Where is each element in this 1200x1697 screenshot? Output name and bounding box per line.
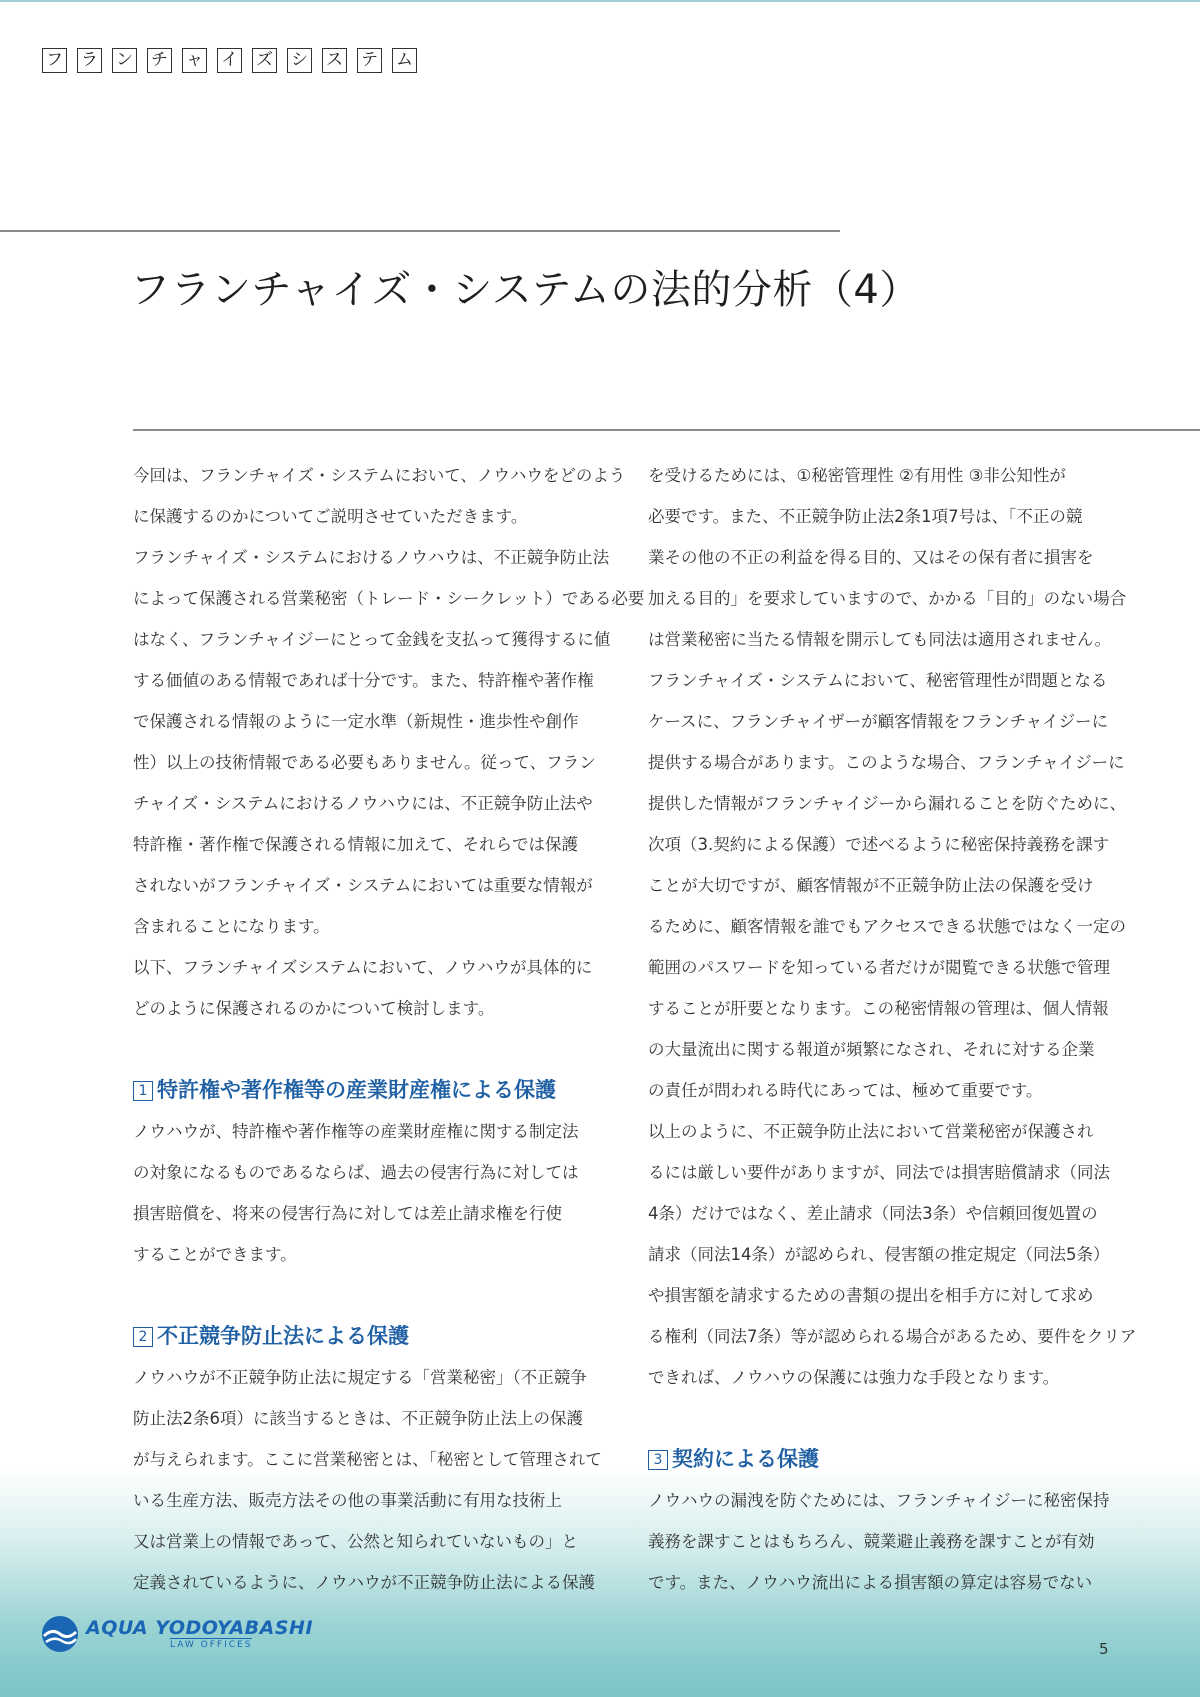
body-text-line: 業その他の不正の利益を得る目的、又はその保有者に損害を (648, 548, 1094, 567)
paragraph-spacer (648, 1398, 1118, 1439)
body-text-line: 請求（同法14条）が認められ、侵害額の推定規定（同法5条） (648, 1245, 1110, 1264)
body-text-line: どのように保護されるのかについて検討します。 (133, 999, 495, 1018)
body-text-line: 防止法2条6項）に該当するときは、不正競争防止法上の保護 (133, 1409, 583, 1428)
body-text-line: る権利（同法7条）等が認められる場合があるため、要件をクリア (648, 1327, 1137, 1346)
body-text-line: は営業秘密に当たる情報を開示しても同法は適用されません。 (648, 630, 1111, 649)
section-3-heading (648, 1439, 1118, 1480)
section-3-number: 3 (648, 1450, 668, 1470)
section-label-char: ス (322, 48, 347, 73)
paragraph-spacer (133, 1275, 603, 1316)
paragraph-spacer (133, 1029, 603, 1070)
section-label-char: シ (287, 48, 312, 73)
body-text-line: フランチャイズ・システムにおいて、秘密管理性が問題となる (648, 671, 1108, 690)
body-text-line: はなく、フランチャイジーにとって金銭を支払って獲得するに値 (133, 630, 611, 649)
section-1-number: 1 (133, 1081, 153, 1101)
body-text-line: 提供する場合があります。このような場合、フランチャイジーに (648, 753, 1125, 772)
section-label-char: ズ (252, 48, 277, 73)
body-text-line: ケースに、フランチャイザーが顧客情報をフランチャイジーに (648, 712, 1109, 731)
body-text-line: 範囲のパスワードを知っている者だけが閲覧できる状態で管理 (648, 958, 1110, 977)
body-text-line: いる生産方法、販売方法その他の事業活動に有用な技術上 (133, 1491, 562, 1510)
body-text-line: の責任が問われる時代にあっては、極めて重要です。 (648, 1081, 1043, 1100)
body-text-line: 4条）だけではなく、差止請求（同法3条）や信頼回復処置の (648, 1204, 1098, 1223)
body-text-line: チャイズ・システムにおけるノウハウには、不正競争防止法や (133, 794, 593, 813)
body-text-line: 損害賠償を、将来の侵害行為に対しては差止請求権を行使 (133, 1204, 562, 1223)
section-label-char: チ (147, 48, 172, 73)
section-label-char: ン (112, 48, 137, 73)
body-text-line: によって保護される営業秘密（トレード・シークレット）である必要 (133, 589, 645, 608)
body-divider (133, 429, 1200, 431)
wave-logo-icon (40, 1614, 80, 1654)
body-text-line: ノウハウが不正競争防止法に規定する「営業秘密」（不正競争 (133, 1368, 587, 1387)
body-text-line: する価値のある情報であれば十分です。また、特許権や著作権 (133, 671, 594, 690)
logo-subtitle: LAW OFFICES (170, 1639, 253, 1650)
body-text-line: ことが大切ですが、顧客情報が不正競争防止法の保護を受け (648, 876, 1094, 895)
section-2-heading-text: 不正競争防止法による保護 (157, 1324, 409, 1348)
body-text-line: るには厳しい要件がありますが、同法では損害賠償請求（同法 (648, 1163, 1110, 1182)
title-divider (0, 230, 840, 232)
body-text-line: 又は営業上の情報であって、公然と知られていないもの」と (133, 1532, 579, 1551)
top-accent-rule (0, 0, 1200, 2)
body-text-line: 性）以上の技術情報である必要もありません。従って、フラン (133, 753, 596, 772)
section-2-number: 2 (133, 1327, 153, 1347)
body-text-line: 必要です。また、不正競争防止法2条1項7号は、「不正の競 (648, 507, 1083, 526)
body-text-line: 含まれることになります。 (133, 917, 330, 936)
right-column (648, 455, 1137, 1603)
body-text-line: るために、顧客情報を誰でもアクセスできる状態ではなく一定の (648, 917, 1127, 936)
logo-name: AQUA YODOYABASHI (86, 1616, 314, 1639)
body-text-line: が与えられます。ここに営業秘密とは、「秘密として管理されて (133, 1450, 602, 1469)
section-label-char: ャ (182, 48, 207, 73)
section-label-char: イ (217, 48, 242, 73)
body-text-line: の大量流出に関する報道が頻繁になされ、それに対する企業 (648, 1040, 1095, 1059)
body-text-line: で保護される情報のように一定水準（新規性・進歩性や創作 (133, 712, 579, 731)
body-text-line: ノウハウが、特許権や著作権等の産業財産権に関する制定法 (133, 1122, 579, 1141)
body-text-line: 加える目的」を要求していますので、かかる「目的」のない場合 (648, 589, 1127, 608)
body-text-line: 今回は、フランチャイズ・システムにおいて、ノウハウをどのよう (133, 466, 626, 485)
body-text-line: の対象になるものであるならば、過去の侵害行為に対しては (133, 1163, 579, 1182)
body-text-line: 定義されているように、ノウハウが不正競争防止法による保護 (133, 1573, 595, 1592)
body-text-line: 提供した情報がフランチャイジーから漏れることを防ぐために、 (648, 794, 1127, 813)
body-text-line: や損害額を請求するための書類の提出を相手方に対して求め (648, 1286, 1094, 1305)
body-text-line: フランチャイズ・システムにおけるノウハウは、不正競争防止法 (133, 548, 610, 567)
body-text-line: です。また、ノウハウ流出による損害額の算定は容易でない (648, 1573, 1093, 1592)
section-1-heading-text: 特許権や著作権等の産業財産権による保護 (157, 1078, 556, 1102)
page-title: フランチャイズ・システムの法的分析（4） (130, 267, 920, 313)
body-text-line: 特許権・著作権で保護される情報に加えて、それらでは保護 (133, 835, 579, 854)
section-label-char: ラ (77, 48, 102, 73)
section-2-heading (133, 1316, 603, 1357)
body-text-line: に保護するのかについてご説明させていただきます。 (133, 507, 528, 526)
body-text-line: 義務を課すことはもちろん、競業避止義務を課すことが有効 (648, 1532, 1095, 1551)
section-label-char: フ (42, 48, 67, 73)
page-number: 5 (1099, 1640, 1109, 1658)
body-text-line: することができます。 (133, 1245, 297, 1264)
section-1-heading (133, 1070, 603, 1111)
body-text-line: することが肝要となります。この秘密情報の管理は、個人情報 (648, 999, 1109, 1018)
left-column (133, 455, 645, 1603)
body-text-line: できれば、ノウハウの保護には強力な手段となります。 (648, 1368, 1060, 1387)
body-text-line: ノウハウの漏洩を防ぐためには、フランチャイジーに秘密保持 (648, 1491, 1110, 1510)
section-3-heading-text: 契約による保護 (672, 1447, 819, 1471)
section-label-char: ム (392, 48, 417, 73)
body-text-line: を受けるためには、①秘密管理性 ②有用性 ③非公知性が (648, 466, 1066, 485)
firm-logo (40, 1614, 313, 1654)
body-text-line: 次項（3.契約による保護）で述べるように秘密保持義務を課す (648, 835, 1110, 854)
section-label-char: テ (357, 48, 382, 73)
section-label (42, 48, 417, 73)
body-text-line: されないがフランチャイズ・システムにおいては重要な情報が (133, 876, 593, 895)
body-text-line: 以上のように、不正競争防止法において営業秘密が保護され (648, 1122, 1094, 1141)
body-text-line: 以下、フランチャイズシステムにおいて、ノウハウが具体的に (133, 958, 593, 977)
